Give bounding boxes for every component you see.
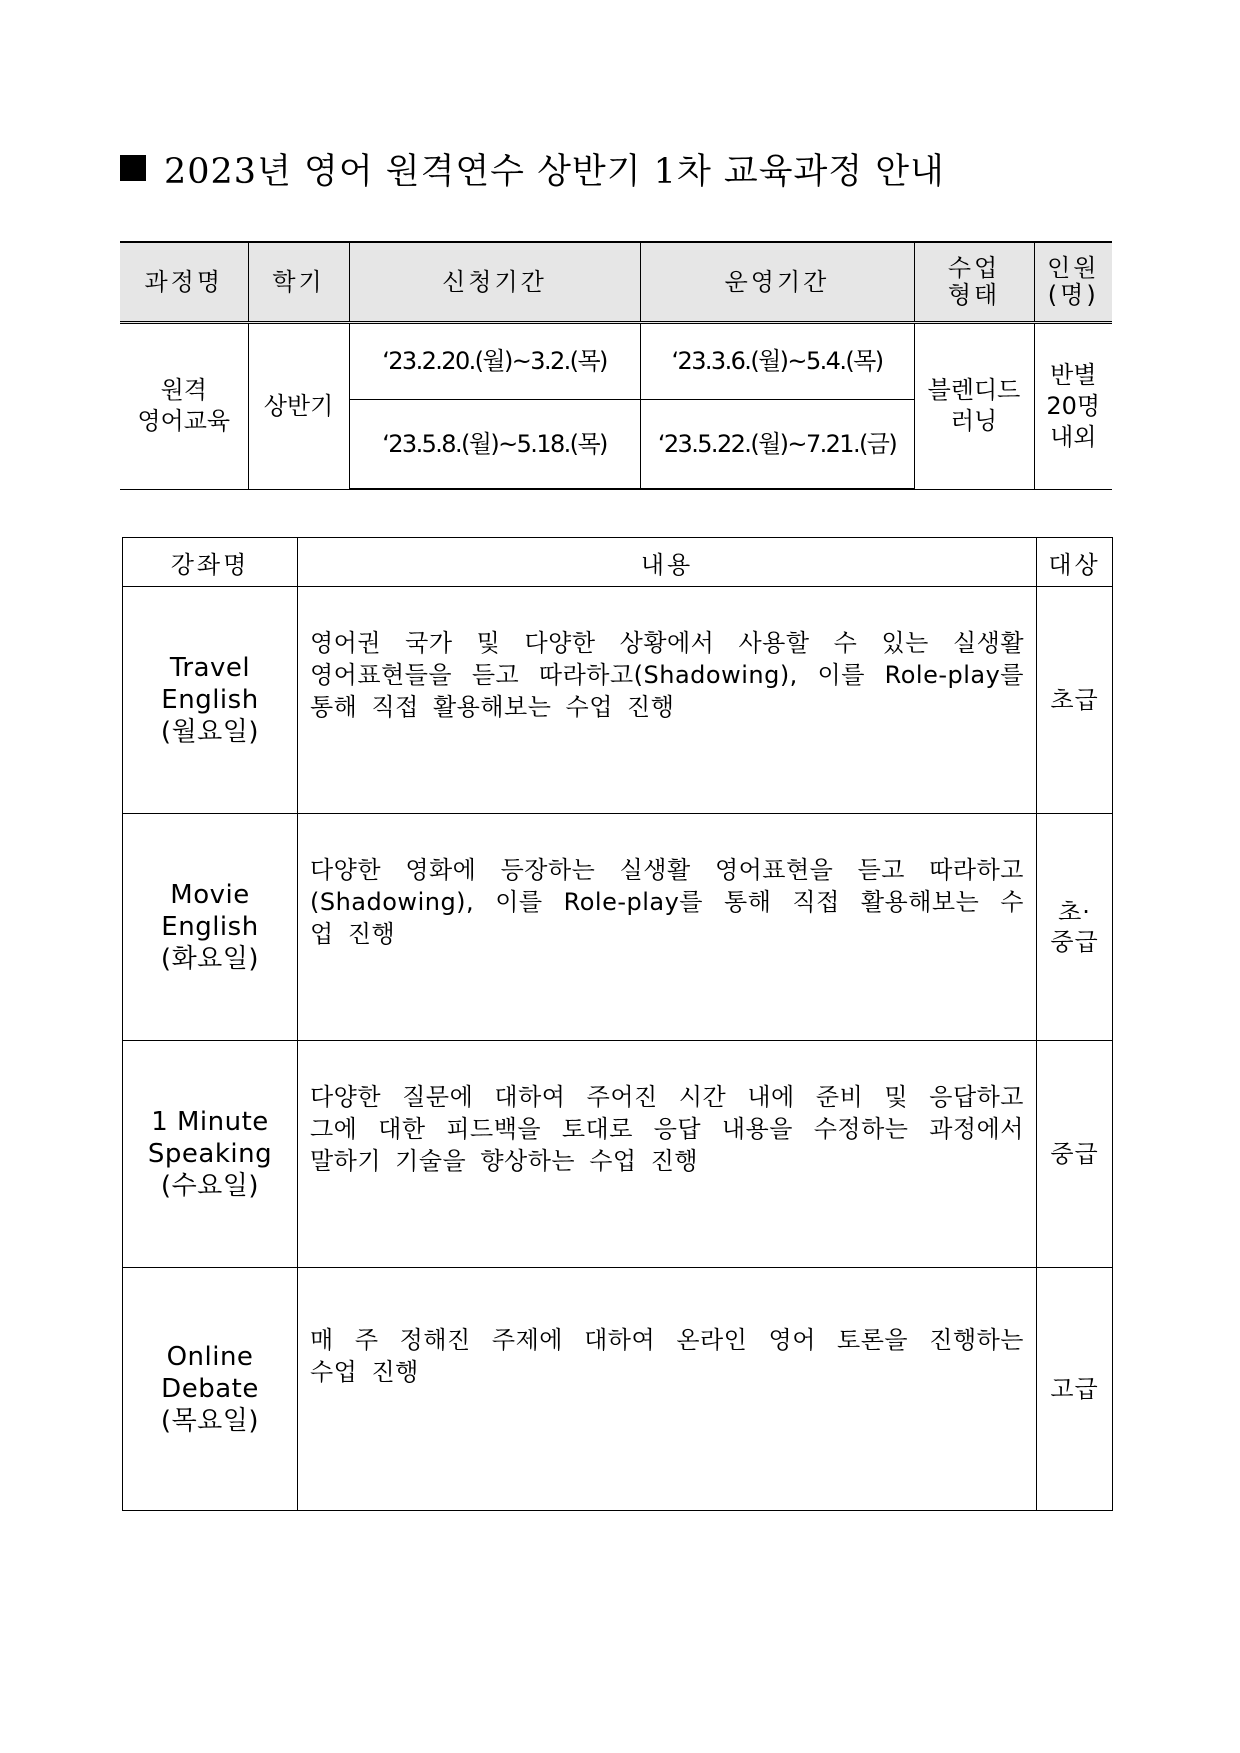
table-row	[123, 1268, 1113, 1511]
capacity-cell: 반별 20명 내외	[1034, 323, 1112, 490]
content-line: 영어권 국가 및 다양한 상황에서 사용할 수 있는 실생활	[310, 629, 1024, 657]
semester-cell: 상반기	[248, 323, 349, 490]
lecture-target: 초급	[1037, 587, 1113, 814]
content-line: 그에 대한 피드백을 토대로 응답 내용을 수정하는 과정에서	[310, 1115, 1024, 1143]
class-type-cell: 블렌디드 러닝	[914, 323, 1034, 490]
lecture-day: (수요일)	[160, 1171, 260, 1201]
content-line: 다양한 영화에 등장하는 실생활 영어표현을 듣고 따라하고	[310, 856, 1024, 884]
lecture-name-line: Online	[166, 1342, 254, 1372]
course-table	[120, 241, 1112, 490]
header-target: 대상	[1037, 538, 1113, 587]
course-name-cell: 원격 영어교육	[120, 323, 248, 490]
content-line: (Shadowing), 이를 Role-play를 통해 직접 활용해보는 수	[310, 888, 1024, 916]
lecture-content	[298, 1041, 1037, 1268]
lecture-content	[298, 814, 1037, 1041]
application-period-1: ‘23.2.20.(월)~3.2.(목)	[349, 323, 640, 400]
header-application-period: 신청기간	[349, 242, 640, 323]
lecture-table	[122, 537, 1113, 1511]
header-lecture-name: 강좌명	[123, 538, 298, 587]
lecture-name-line: Travel	[169, 653, 251, 683]
lecture-name-line: Movie	[170, 880, 250, 910]
header-semester: 학기	[248, 242, 349, 323]
lecture-target: 초· 중급	[1037, 814, 1113, 1041]
header-content: 내용	[298, 538, 1037, 587]
table-row	[123, 587, 1113, 814]
table-row	[123, 814, 1113, 1041]
lecture-name-line: 1 Minute	[151, 1107, 269, 1137]
content-line: 매 주 정해진 주제에 대하여 온라인 영어 토론을 진행하는	[310, 1326, 1024, 1354]
operation-period-1: ‘23.3.6.(월)~5.4.(목)	[640, 323, 914, 400]
header-course-name: 과정명	[120, 242, 248, 323]
header-operation-period: 운영기간	[640, 242, 914, 323]
content-line: 수업 진행	[310, 1358, 419, 1386]
content-line: 다양한 질문에 대하여 주어진 시간 내에 준비 및 응답하고	[310, 1083, 1024, 1111]
lecture-name-line: English	[161, 685, 259, 715]
square-bullet-icon	[120, 155, 146, 181]
lecture-day: (월요일)	[160, 717, 260, 747]
lecture-name	[123, 1041, 298, 1268]
table-row	[123, 1041, 1113, 1268]
content-line: 업 진행	[310, 920, 396, 948]
lecture-target: 중급	[1037, 1041, 1113, 1268]
course-row	[120, 323, 1112, 400]
header-capacity: 인원 (명)	[1034, 242, 1112, 323]
course-table-header	[120, 242, 1112, 323]
content-line: 통해 직접 활용해보는 수업 진행	[310, 693, 675, 721]
operation-period-2: ‘23.5.22.(월)~7.21.(금)	[640, 400, 914, 490]
lecture-name	[123, 587, 298, 814]
lecture-day: (화요일)	[160, 944, 260, 974]
header-class-type: 수업 형태	[914, 242, 1034, 323]
lecture-table-header	[123, 538, 1113, 587]
lecture-content	[298, 1268, 1037, 1511]
lecture-target: 고급	[1037, 1268, 1113, 1511]
content-line: 말하기 기술을 향상하는 수업 진행	[310, 1147, 699, 1175]
lecture-content	[298, 587, 1037, 814]
lecture-day: (목요일)	[160, 1406, 260, 1436]
content-line: 영어표현들을 듣고 따라하고(Shadowing), 이를 Role-play를	[310, 661, 1024, 689]
lecture-name	[123, 814, 298, 1041]
lecture-name-line: Speaking	[147, 1139, 273, 1169]
page-title	[120, 144, 945, 194]
page-title-text: 2023년 영어 원격연수 상반기 1차 교육과정 안내	[164, 152, 945, 192]
lecture-name-line: Debate	[161, 1374, 259, 1404]
lecture-name	[123, 1268, 298, 1511]
application-period-2: ‘23.5.8.(월)~5.18.(목)	[349, 400, 640, 490]
lecture-name-line: English	[161, 912, 259, 942]
